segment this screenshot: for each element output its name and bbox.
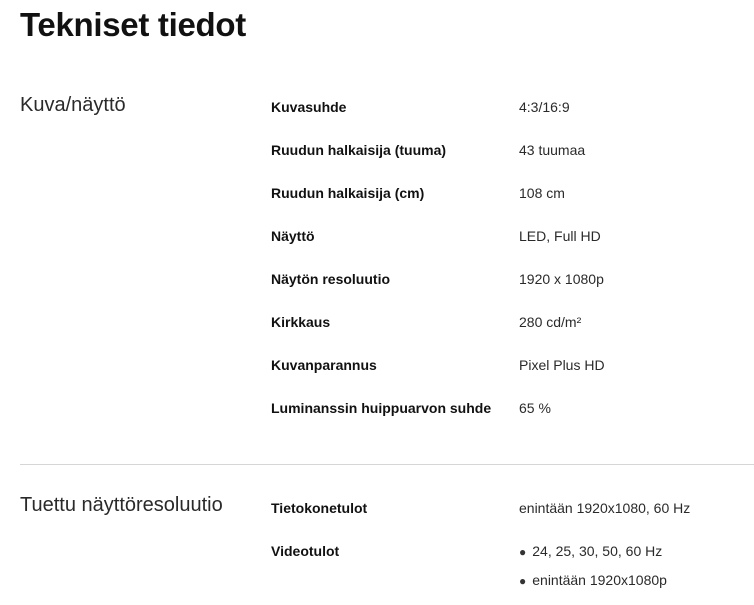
spec-value: 280 cd/m² [519,314,582,330]
page-title: Tekniset tiedot [20,6,246,43]
spec-row [271,400,754,424]
spec-label: Näyttö [271,228,315,244]
spec-value: Pixel Plus HD [519,357,605,373]
spec-value-list [519,543,667,601]
spec-row [271,185,754,209]
spec-value: 4:3/16:9 [519,99,570,115]
spec-row [271,500,754,524]
list-item [519,543,667,572]
spec-label: Luminanssin huippuarvon suhde [271,400,492,416]
spec-label: Ruudun halkaisija (tuuma) [271,142,447,158]
spec-value: 1920 x 1080p [519,271,604,287]
list-item-text: enintään 1920x1080p [532,572,667,588]
section-heading: Kuva/näyttö [20,94,126,116]
spec-row [271,543,754,603]
section-divider [20,464,754,465]
spec-row [271,228,754,252]
spec-row [271,357,754,381]
spec-row [271,314,754,338]
spec-value: 43 tuumaa [519,142,586,158]
spec-label: Ruudun halkaisija (cm) [271,185,425,201]
section-heading: Tuettu näyttöresoluutio [20,494,223,516]
spec-value: LED, Full HD [519,228,601,244]
spec-label: Videotulot [271,543,340,559]
spec-row [271,142,754,166]
bullet-icon: ● [519,545,527,559]
spec-row [271,99,754,123]
spec-row [271,271,754,295]
list-item [519,572,667,601]
spec-label: Tietokonetulot [271,500,368,516]
spec-label: Kirkkaus [271,314,331,330]
spec-value: 65 % [519,400,551,416]
spec-label: Kuvasuhde [271,99,347,115]
spec-label: Näytön resoluutio [271,271,391,287]
spec-value: enintään 1920x1080, 60 Hz [519,500,691,516]
spec-value: 108 cm [519,185,565,201]
list-item-text: 24, 25, 30, 50, 60 Hz [532,543,663,559]
spec-label: Kuvanparannus [271,357,377,373]
bullet-icon: ● [519,574,527,588]
